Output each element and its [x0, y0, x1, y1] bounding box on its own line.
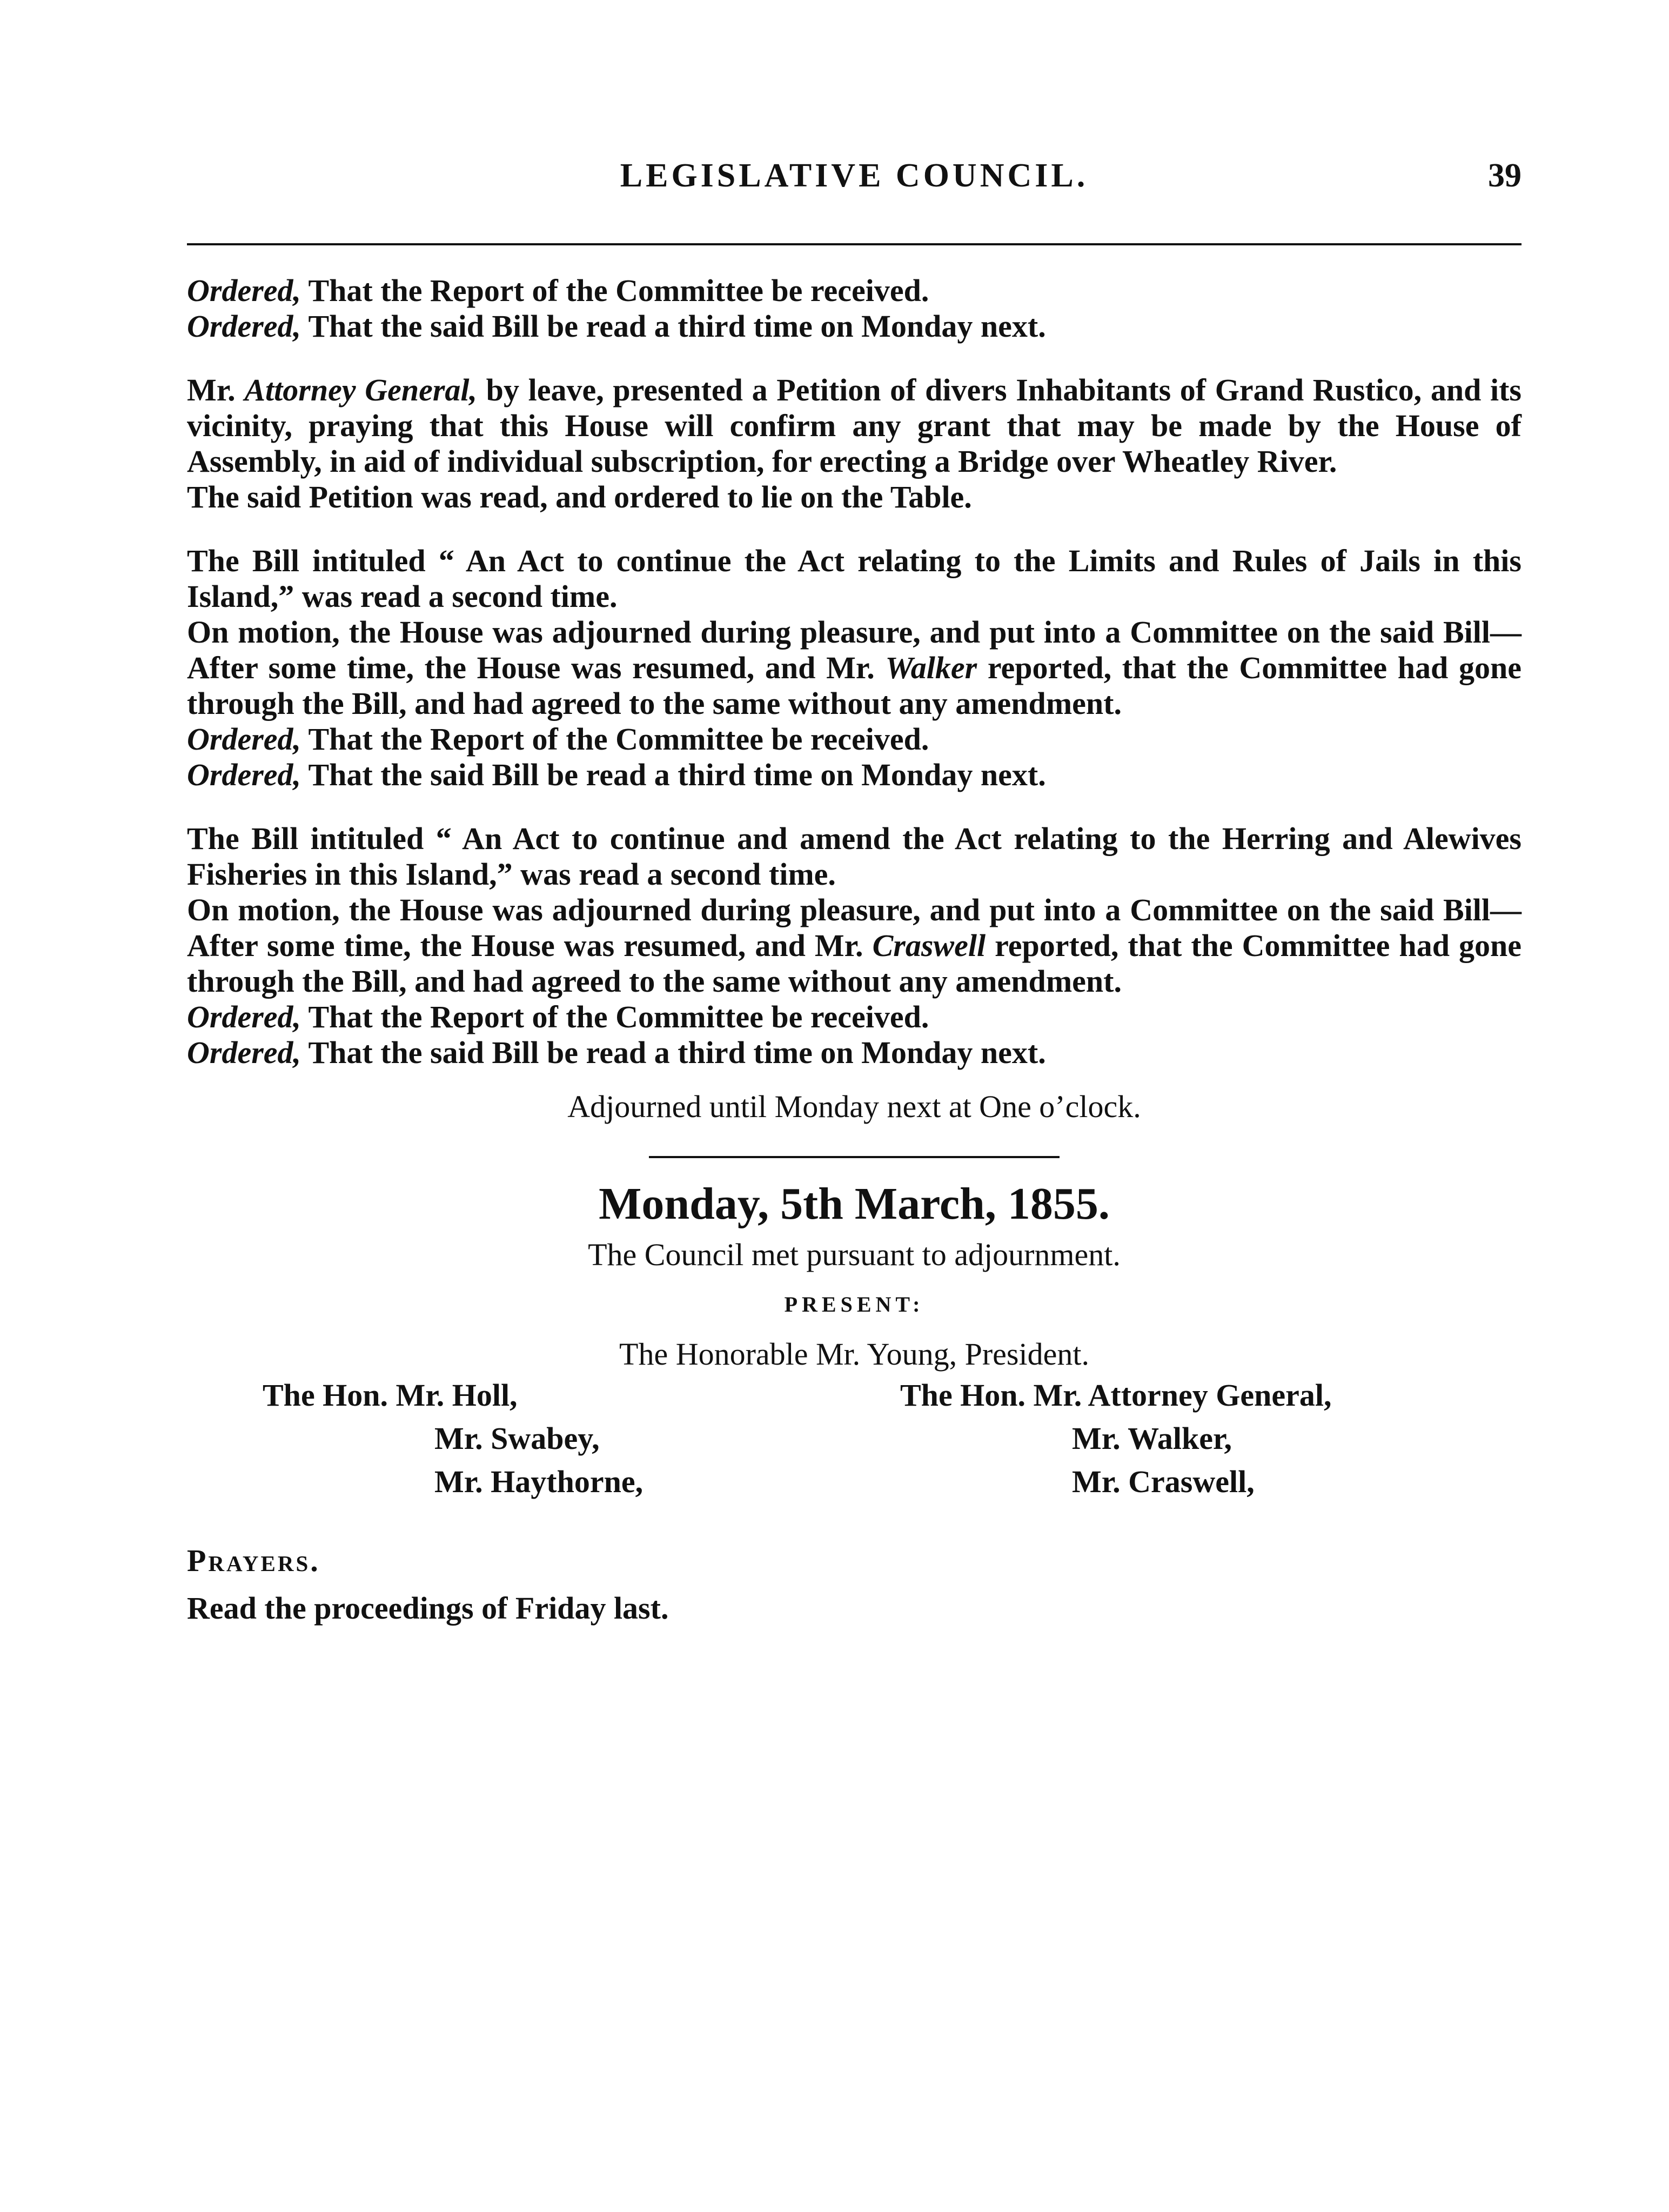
member-name: Craswell: [872, 928, 986, 963]
members-present: [187, 1378, 1521, 1540]
committee-jails-paragraph: [187, 614, 1521, 721]
read-proceedings-line: [187, 1590, 1521, 1626]
prayers-line: [187, 1543, 1521, 1579]
member-entry: Mr. Walker,: [1072, 1421, 1232, 1456]
header-rule: [187, 243, 1521, 245]
ordered-label: Ordered,: [187, 721, 301, 757]
paragraph-gap: [187, 793, 1521, 821]
bill-fisheries-paragraph: [187, 821, 1521, 892]
member-name: Walker: [885, 650, 977, 685]
petition-read: [187, 479, 1521, 515]
ordered-text: That the said Bill be read a third time on Monday next.: [301, 757, 1046, 792]
president-line: [187, 1336, 1521, 1372]
adjourned-line: [187, 1089, 1521, 1125]
present-label: PRESENT:: [784, 1292, 924, 1316]
ordered-text: That the said Bill be read a third time on Monday next.: [301, 309, 1046, 344]
ordered-text: That the Report of the Committee be received.: [301, 721, 929, 757]
ordered-text: That the Report of the Committee be received.: [301, 999, 929, 1034]
ordered-report-3: [187, 999, 1521, 1035]
ordered-text: That the said Bill be read a third time on Monday next.: [301, 1035, 1046, 1070]
council-met-text: The Council met pursuant to adjournment.: [588, 1237, 1121, 1272]
member-entry: Mr. Haythorne,: [434, 1464, 644, 1499]
committee-text-a: On motion, the House was adjourned during pleasure, and put into a Committee on the said Bill—After some time, the House was resumed, and Mr.: [187, 892, 1521, 963]
section-divider: [649, 1156, 1060, 1158]
petition-text-b: by leave, presented a Petition of divers Inhabitants of Grand Rustico, and its vicinity, praying that this House will confirm any grant that may be made by the House of Assembly, in aid of individual subscription, for erecting a Bridge over Wheatley River.: [187, 372, 1522, 479]
committee-text-b: reported, that the Committee had gone through the Bill, and had agreed to the same without any amendment.: [187, 650, 1521, 721]
ordered-label: Ordered,: [187, 273, 301, 308]
bill-jails-paragraph: [187, 543, 1521, 614]
members-left-column: [263, 1378, 643, 1507]
ordered-report-2: [187, 721, 1521, 757]
ordered-report-1: [187, 273, 1521, 309]
ordered-third-reading-1: [187, 309, 1521, 344]
ordered-label: Ordered,: [187, 309, 301, 344]
president-text: The Honorable Mr. Young, President.: [619, 1336, 1089, 1372]
ordered-third-reading-3: [187, 1035, 1521, 1071]
ordered-third-reading-2: [187, 757, 1521, 793]
paragraph-gap: [187, 515, 1521, 543]
council-met-line: [187, 1237, 1521, 1273]
bill-fisheries-text: The Bill intituled “ An Act to continue and amend the Act relating to the Herring and Alewives Fisheries in this Island,” was read a second time.: [187, 821, 1521, 892]
member-entry: Mr. Craswell,: [1072, 1464, 1255, 1499]
committee-fisheries-paragraph: [187, 892, 1521, 999]
read-proceedings-text: Read the proceedings of Friday last.: [187, 1590, 669, 1626]
member-entry: Mr. Swabey,: [434, 1421, 600, 1456]
petition-read-text: The said Petition was read, and ordered to lie on the Table.: [187, 479, 972, 514]
petition-paragraph: [187, 372, 1521, 479]
members-right-column: [900, 1378, 1332, 1507]
ordered-label: Ordered,: [187, 999, 301, 1034]
bill-jails-text: The Bill intituled “ An Act to continue the Act relating to the Limits and Rules of Jails in this Island,” was read a second time.: [187, 543, 1521, 614]
petition-name: Attorney General,: [244, 372, 478, 407]
ordered-label: Ordered,: [187, 1035, 301, 1070]
petition-text-a: Mr.: [187, 372, 245, 407]
ordered-label: Ordered,: [187, 757, 301, 792]
body-text: [187, 273, 1521, 1626]
member-entry: The Hon. Mr. Holl,: [263, 1378, 518, 1413]
paragraph-gap: [187, 344, 1521, 372]
prayers-text: Prayers.: [187, 1543, 320, 1578]
page-header: [187, 157, 1521, 205]
ordered-text: That the Report of the Committee be received.: [301, 273, 929, 308]
sitting-date-heading: Monday, 5th March, 1855.: [599, 1179, 1110, 1229]
committee-text-b: reported, that the Committee had gone through the Bill, and had agreed to the same without any amendment.: [187, 928, 1521, 999]
page-number: 39: [1488, 157, 1521, 194]
member-entry: The Hon. Mr. Attorney General,: [900, 1378, 1332, 1413]
committee-text-a: On motion, the House was adjourned during pleasure, and put into a Committee on the said Bill—After some time, the House was resumed, and Mr.: [187, 614, 1521, 685]
running-head: LEGISLATIVE COUNCIL.: [620, 157, 1089, 194]
adjourned-text: Adjourned until Monday next at One o’clock.: [567, 1089, 1141, 1124]
